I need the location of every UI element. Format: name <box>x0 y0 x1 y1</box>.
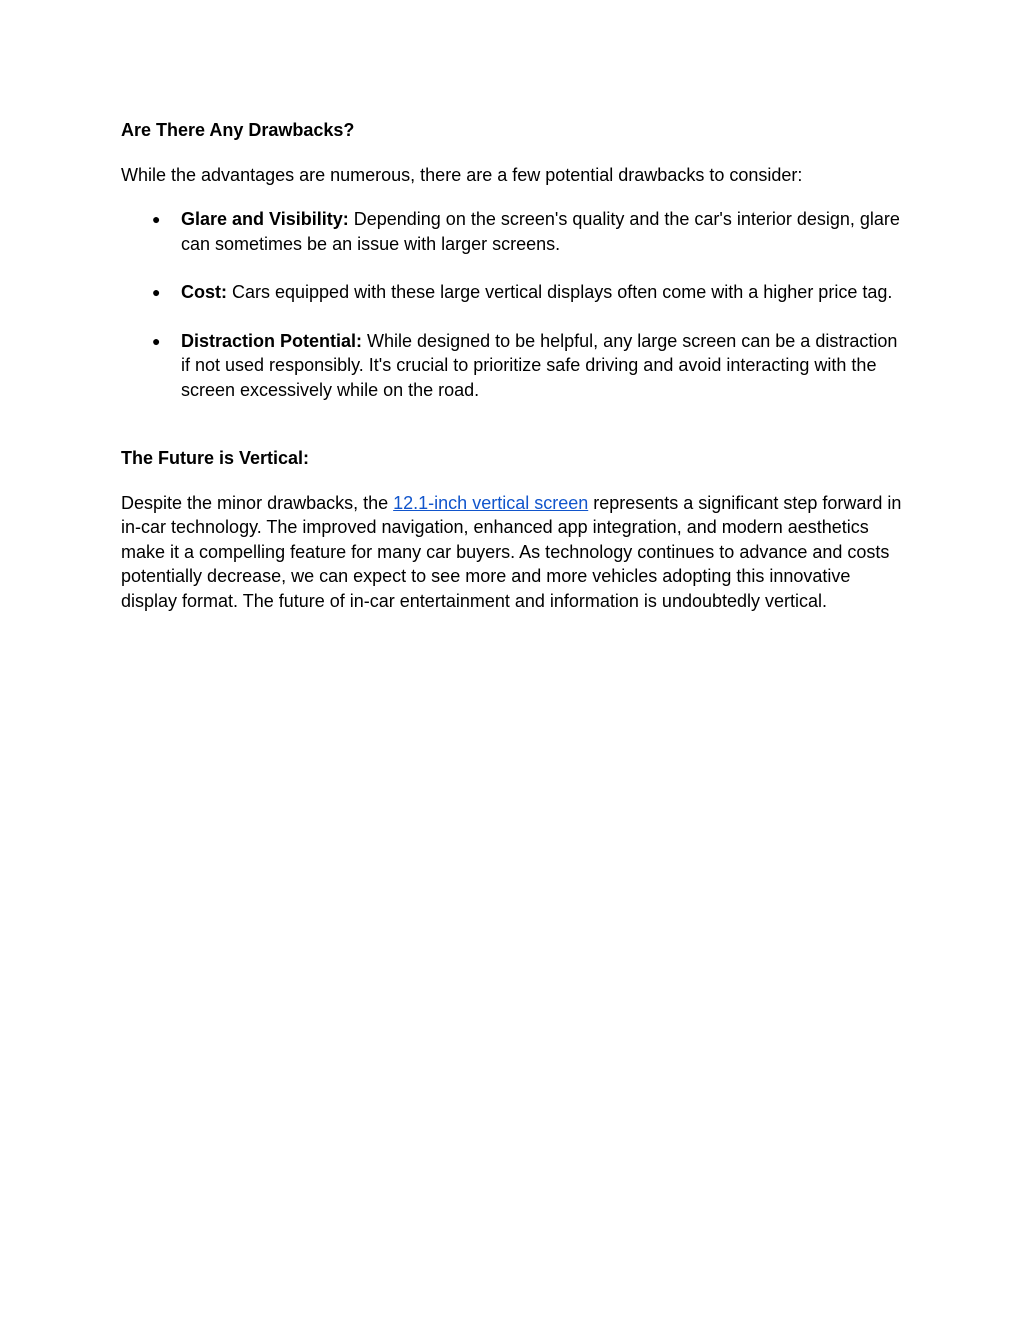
future-paragraph <box>121 491 911 614</box>
bullet-text: Depending on the screen's quality and the car's interior design, glare can sometimes be an issue with larger screens. <box>181 209 900 254</box>
bullet-text: While designed to be helpful, any large screen can be a distraction if not used responsibly. It's crucial to prioritize safe driving and avoid interacting with the screen excessively while on the road. <box>181 330 898 400</box>
drawbacks-heading: Are There Any Drawbacks? <box>121 120 355 140</box>
vertical-screen-link[interactable]: 12.1-inch vertical screen <box>393 492 589 513</box>
bullet-icon: ● <box>152 332 161 349</box>
bullet-text: Cars equipped with these large vertical displays often come with a higher price tag. <box>227 282 893 302</box>
list-item <box>121 329 911 403</box>
bullet-term: Glare and Visibility: <box>181 209 349 229</box>
bullet-term: Distraction Potential: <box>181 330 363 351</box>
list-item <box>121 207 911 256</box>
bullet-icon: ● <box>152 284 161 300</box>
list-item <box>121 280 911 305</box>
future-heading: The Future is Vertical: <box>121 448 310 468</box>
bullet-icon: ● <box>152 211 161 227</box>
paragraph-text-after-link: represents a significant step forward in in-car technology. The improved navigation, enhanced app integration, and modern aesthetics make it a compelling feature for many car buyers. As technology continues to advance and costs potentially decrease, we can expect to see more and more vehicles adopting this innovative display format. The future of in-car entertainment and information is undoubtedly vertical. <box>121 492 902 611</box>
drawbacks-intro: While the advantages are numerous, there are a few potential drawbacks to consider: <box>121 164 803 185</box>
paragraph-text-before-link: Despite the minor drawbacks, the <box>121 492 394 513</box>
bullet-term: Cost: <box>181 282 227 302</box>
document-page <box>121 118 911 613</box>
drawbacks-list <box>121 207 911 402</box>
